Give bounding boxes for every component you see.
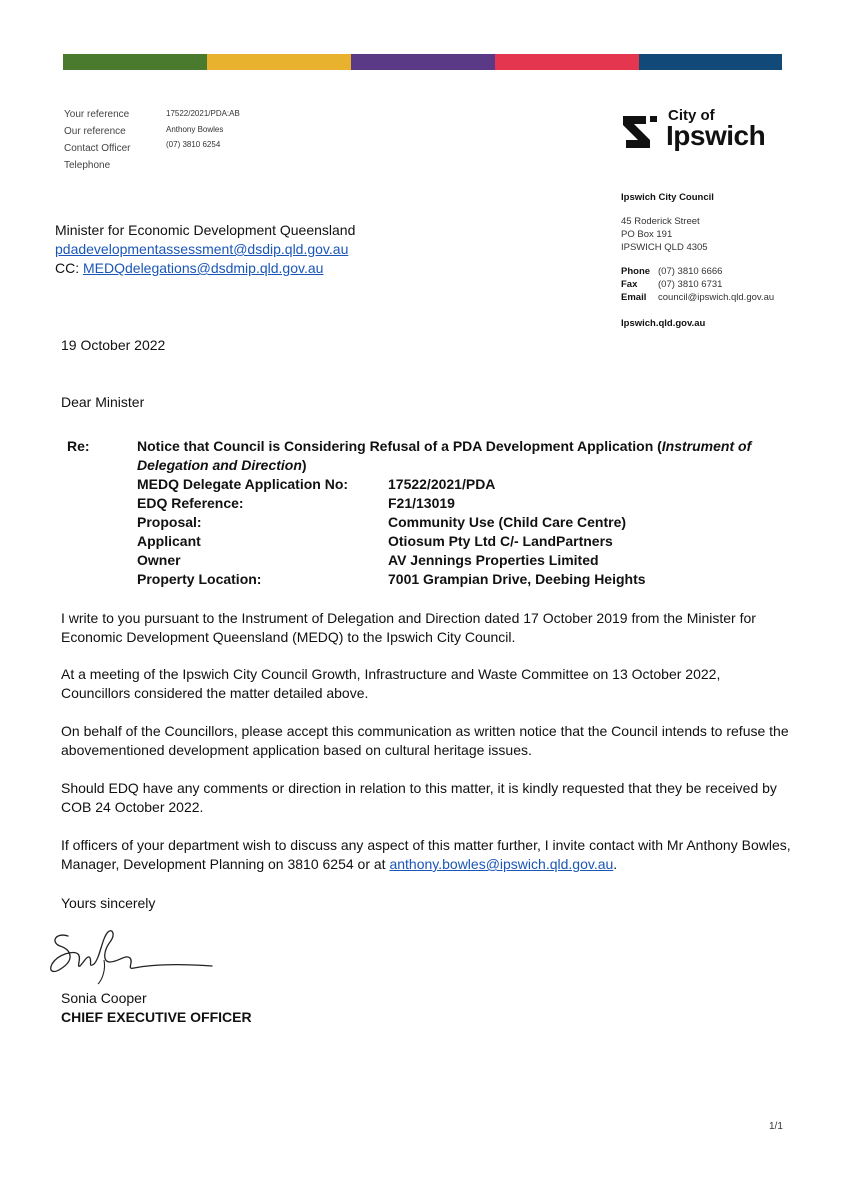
salutation: Dear Minister	[61, 394, 145, 410]
re-row-label: Property Location:	[137, 571, 262, 587]
letter-date: 19 October 2022	[61, 337, 166, 353]
ipswich-logo-mark-icon	[620, 112, 660, 152]
header-bar-red	[495, 54, 639, 70]
re-row-label: MEDQ Delegate Application No:	[137, 476, 349, 492]
re-row-value: 7001 Grampian Drive, Deebing Heights	[388, 571, 646, 587]
signatory-title: CHIEF EXECUTIVE OFFICER	[61, 1009, 252, 1025]
re-title-part1: Notice that Council is Considering Refusal of a PDA Development Application (	[137, 438, 662, 454]
recipient-name: Minister for Economic Development Queensland	[55, 222, 356, 238]
our-reference-label: Our reference	[64, 126, 126, 137]
council-email[interactable]: council@ipswich.qld.gov.au	[658, 292, 775, 303]
paragraph-5-end: .	[613, 856, 618, 872]
header-bar-blue	[639, 54, 782, 70]
paragraph-2: At a meeting of the Ipswich City Council Growth, Infrastructure and Waste Committee on 13 October 2022, Councillors considered the matter detailed above.	[61, 666, 721, 701]
contact-officer-value: Anthony Bowles	[166, 125, 224, 134]
paragraph-5	[61, 836, 791, 874]
page-number: 1/1	[769, 1121, 783, 1132]
our-reference-value: 17522/2021/PDA:AB	[166, 109, 240, 118]
re-row-label: EDQ Reference:	[137, 495, 244, 511]
council-phone-label: Phone	[621, 266, 651, 277]
header-bar-green	[63, 54, 207, 70]
re-row-value: Otiosum Pty Ltd C/- LandPartners	[388, 533, 613, 549]
recipient-email-link[interactable]: pdadevelopmentassessment@dsdip.qld.gov.au	[55, 241, 349, 257]
contact-email-link[interactable]: anthony.bowles@ipswich.qld.gov.au	[389, 856, 614, 872]
re-title-italic2: Delegation and Direction	[137, 457, 302, 473]
re-row-label: Owner	[137, 552, 181, 568]
cc-email-link[interactable]: MEDQdelegations@dsdmip.qld.gov.au	[83, 260, 324, 276]
council-fax-label: Fax	[621, 279, 638, 290]
council-website[interactable]: Ipswich.qld.gov.au	[621, 318, 706, 329]
paragraph-1: I write to you pursuant to the Instrument of Delegation and Direction dated 17 October 2019 from the Minister for Economic Development Queensland (MEDQ) to the Ipswich City Council.	[61, 610, 756, 645]
closing: Yours sincerely	[61, 895, 156, 911]
logo-line2: Ipswich	[666, 120, 766, 151]
re-row-value: AV Jennings Properties Limited	[388, 552, 599, 568]
cc-label: CC:	[55, 260, 83, 276]
signatory-name: Sonia Cooper	[61, 990, 147, 1006]
header-bar-purple	[351, 54, 495, 70]
paragraph-4: Should EDQ have any comments or direction in relation to this matter, it is kindly requested that they be received by COB 24 October 2022.	[61, 780, 777, 815]
re-label: Re:	[67, 438, 90, 454]
paragraph-3: On behalf of the Councillors, please accept this communication as written notice that the Council intends to refuse the abovementioned development application based on cultural heritage issues.	[61, 723, 789, 758]
re-title-close: )	[301, 457, 307, 473]
council-name: Ipswich City Council	[621, 192, 714, 203]
city-of-ipswich-logo	[620, 108, 785, 158]
telephone-label: Telephone	[64, 160, 111, 171]
council-phone: (07) 3810 6666	[658, 266, 723, 277]
re-row-value: F21/13019	[388, 495, 455, 511]
telephone-value: (07) 3810 6254	[166, 140, 221, 149]
logo-line1: City of	[668, 107, 715, 124]
re-row-value: 17522/2021/PDA	[388, 476, 496, 492]
header-bar-yellow	[207, 54, 351, 70]
council-address-line2: PO Box 191	[621, 229, 673, 240]
re-row-value: Community Use (Child Care Centre)	[388, 514, 627, 530]
council-address-line3: IPSWICH QLD 4305	[621, 242, 708, 253]
re-title-italic1: Instrument of	[661, 438, 752, 454]
signature-image	[44, 924, 219, 988]
re-row-label: Applicant	[137, 533, 201, 549]
council-fax: (07) 3810 6731	[658, 279, 723, 290]
recipient-cc	[55, 259, 323, 278]
your-reference-label: Your reference	[64, 109, 130, 120]
council-address-line1: 45 Roderick Street	[621, 216, 700, 227]
council-email-label: Email	[621, 292, 647, 303]
contact-officer-label: Contact Officer	[64, 143, 131, 154]
re-row-label: Proposal:	[137, 514, 202, 530]
paragraph-5-text: If officers of your department wish to discuss any aspect of this matter further, I invite contact with Mr Anthony Bowles, Manager, Development Planning on 3810 6254 or at	[61, 837, 791, 872]
re-title	[137, 437, 757, 475]
